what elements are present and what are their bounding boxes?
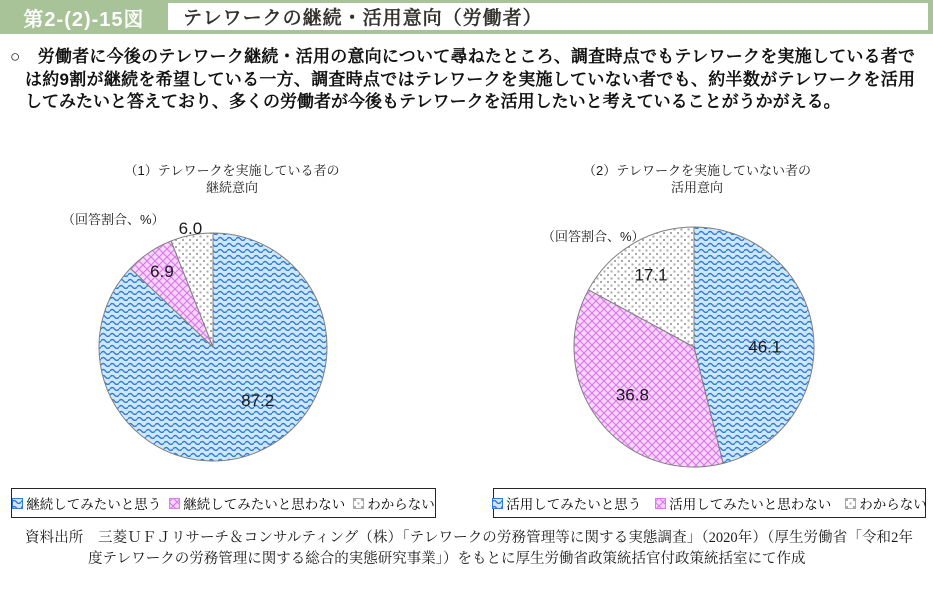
figure-number-label: 第2-(2)-15図 (23, 8, 145, 31)
legend-swatch-icon (492, 498, 503, 509)
slice-value-label: 17.1 (634, 265, 668, 285)
chart-title-line: （1）テレワークを実施している者の (124, 163, 340, 178)
chart-title (502, 162, 892, 196)
slice-value-label: 46.1 (748, 337, 782, 357)
slice-value-label: 6.0 (178, 218, 203, 238)
legend-swatch-icon (845, 498, 856, 509)
slice-value-label: 6.9 (150, 261, 174, 281)
chart-title (37, 162, 427, 196)
pie-chart (564, 217, 824, 477)
legend-item (12, 493, 161, 513)
legend-swatch-icon (169, 498, 180, 509)
chart-title-line: 活用意向 (670, 180, 723, 195)
pie-chart-container (564, 217, 824, 477)
legend-item (492, 493, 641, 513)
unit-label: （回答割合、%） (62, 212, 165, 227)
source-label: 資料出所 (25, 530, 84, 546)
legend-label: 継続してみたいと思う (26, 497, 162, 512)
pie-chart-container (83, 217, 343, 477)
legend-label: 活用してみたいと思わない (669, 497, 832, 512)
figure-title-box (168, 3, 928, 30)
legend-item (845, 493, 927, 513)
legend-item (169, 493, 345, 513)
figure-title: テレワークの継続・活用意向（労働者） (183, 8, 543, 29)
slice-value-label: 36.8 (615, 385, 649, 405)
chart-title-line: （2）テレワークを実施していない者の (583, 163, 811, 178)
legend-label: 継続してみたいと思わない (183, 497, 346, 512)
chart-title-line: 継続意向 (205, 180, 258, 195)
source-note (25, 528, 913, 570)
legend-item (353, 493, 435, 513)
legend-item (655, 493, 831, 513)
legend-swatch-icon (353, 498, 364, 509)
legend-label: わからない (859, 497, 927, 512)
legend-swatch-icon (12, 498, 23, 509)
legend-label: わからない (367, 497, 435, 512)
figure-header (0, 0, 933, 34)
legend (493, 488, 926, 518)
legend-label: 活用してみたいと思う (506, 497, 642, 512)
unit-label: （回答割合、%） (542, 229, 645, 244)
slice-value-label: 87.2 (241, 390, 275, 410)
lead-paragraph: ○ 労働者に今後のテレワーク継続・活用の意向について尋ねたところ、調査時点でもテレワークを実施している者では約9割が継続を希望している一方、調査時点ではテレワークを実施していない者でも、約半数がテレワークを活用してみたいと答えており、多くの労働者が今後もテレワークを活用したいと考えていることがうかがえる。 (10, 47, 915, 111)
source-text: 三菱ＵＦＪリサーチ＆コンサルティング（株）「テレワークの労務管理等に関する実態調査」（2020年）（厚生労働省「令和2年度テレワークの労務管理に関する総合的実態研究事業」）をもとに厚生労働省政策統括官付政策統括室にて作成 (88, 530, 914, 567)
legend (11, 488, 436, 518)
legend-swatch-icon (655, 498, 666, 509)
pie-chart (83, 217, 343, 477)
